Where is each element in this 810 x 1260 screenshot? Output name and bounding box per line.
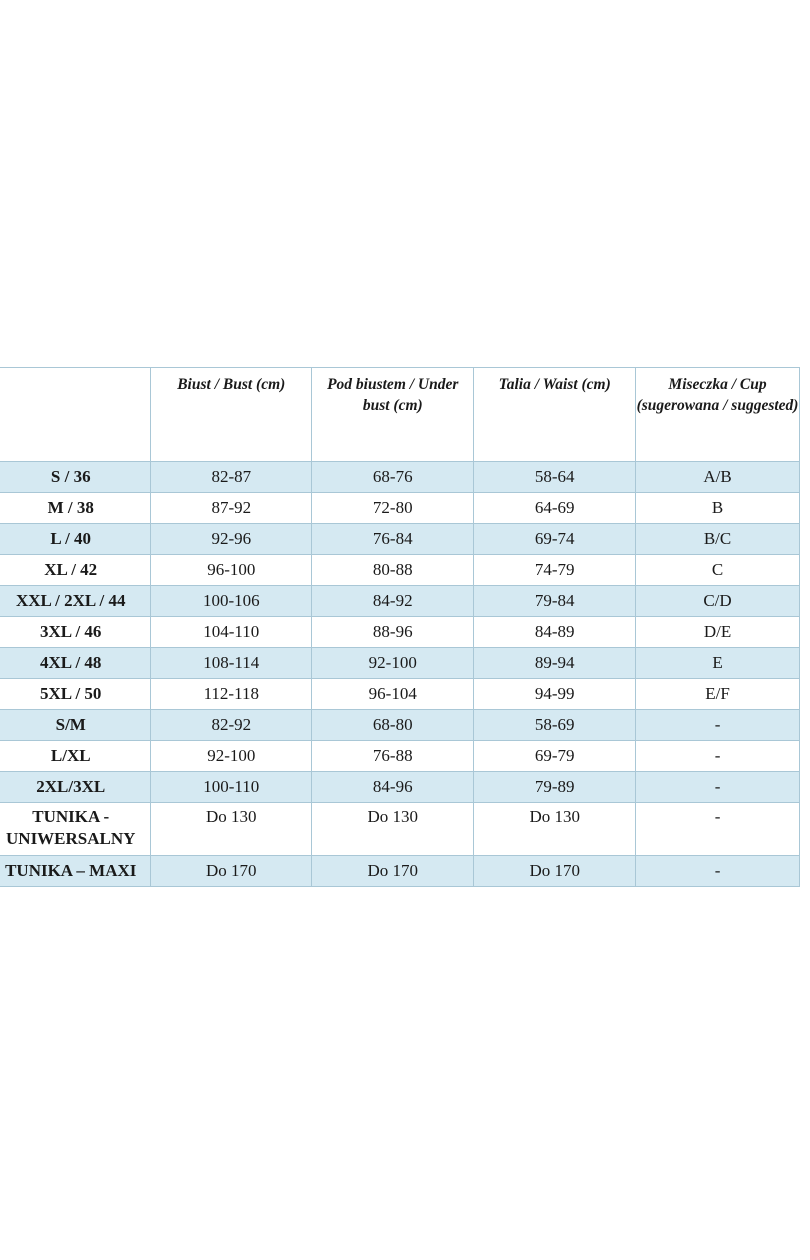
- bust-cell: 112-118: [151, 679, 312, 710]
- bust-cell: 82-92: [151, 710, 312, 741]
- waist-cell: 64-69: [474, 493, 636, 524]
- size-chart-table: [0, 367, 800, 887]
- table-row: [0, 617, 800, 648]
- waist-cell: 79-89: [474, 772, 636, 803]
- size-cell: M / 38: [0, 493, 151, 524]
- size-cell: TUNIKA – MAXI: [0, 856, 151, 887]
- under-bust-cell: Do 170: [312, 856, 474, 887]
- bust-cell: 108-114: [151, 648, 312, 679]
- cup-cell: E/F: [636, 679, 800, 710]
- size-cell: XXL / 2XL / 44: [0, 586, 151, 617]
- under-bust-cell: 96-104: [312, 679, 474, 710]
- under-bust-cell: 92-100: [312, 648, 474, 679]
- cup-cell: -: [636, 772, 800, 803]
- header-cell-cup: Miseczka / Cup (sugerowana / suggested): [636, 368, 800, 462]
- table-row: [0, 679, 800, 710]
- table-row: [0, 524, 800, 555]
- size-chart-body: [0, 462, 800, 887]
- cup-cell: D/E: [636, 617, 800, 648]
- table-row: [0, 803, 800, 856]
- cup-cell: B/C: [636, 524, 800, 555]
- bust-cell: 100-106: [151, 586, 312, 617]
- table-row: [0, 741, 800, 772]
- size-cell: 4XL / 48: [0, 648, 151, 679]
- header-cell-bust: Biust / Bust (cm): [151, 368, 312, 462]
- header-cell-size: [0, 368, 151, 462]
- waist-cell: 58-64: [474, 462, 636, 493]
- bust-cell: Do 170: [151, 856, 312, 887]
- under-bust-cell: 76-88: [312, 741, 474, 772]
- table-row: [0, 648, 800, 679]
- waist-cell: 84-89: [474, 617, 636, 648]
- waist-cell: 69-79: [474, 741, 636, 772]
- under-bust-cell: Do 130: [312, 803, 474, 856]
- header-cell-waist: Talia / Waist (cm): [474, 368, 636, 462]
- table-row: [0, 493, 800, 524]
- table-row: [0, 856, 800, 887]
- size-cell: TUNIKA - UNIWERSALNY: [0, 803, 151, 856]
- bust-cell: 82-87: [151, 462, 312, 493]
- cup-cell: B: [636, 493, 800, 524]
- cup-cell: E: [636, 648, 800, 679]
- under-bust-cell: 88-96: [312, 617, 474, 648]
- waist-cell: Do 170: [474, 856, 636, 887]
- under-bust-cell: 68-76: [312, 462, 474, 493]
- header-row: [0, 368, 800, 462]
- size-cell: 5XL / 50: [0, 679, 151, 710]
- bust-cell: 104-110: [151, 617, 312, 648]
- waist-cell: 58-69: [474, 710, 636, 741]
- table-row: [0, 555, 800, 586]
- waist-cell: 89-94: [474, 648, 636, 679]
- under-bust-cell: 80-88: [312, 555, 474, 586]
- cup-cell: -: [636, 710, 800, 741]
- table-row: [0, 710, 800, 741]
- under-bust-cell: 84-96: [312, 772, 474, 803]
- cup-cell: -: [636, 741, 800, 772]
- under-bust-cell: 76-84: [312, 524, 474, 555]
- header-cell-under-bust: Pod biustem / Under bust (cm): [312, 368, 474, 462]
- waist-cell: 69-74: [474, 524, 636, 555]
- table-row: [0, 462, 800, 493]
- size-cell: S/M: [0, 710, 151, 741]
- under-bust-cell: 84-92: [312, 586, 474, 617]
- cup-cell: -: [636, 856, 800, 887]
- bust-cell: 92-100: [151, 741, 312, 772]
- waist-cell: 94-99: [474, 679, 636, 710]
- bust-cell: 96-100: [151, 555, 312, 586]
- size-cell: 3XL / 46: [0, 617, 151, 648]
- waist-cell: 74-79: [474, 555, 636, 586]
- table-row: [0, 772, 800, 803]
- bust-cell: 92-96: [151, 524, 312, 555]
- size-cell: L / 40: [0, 524, 151, 555]
- size-cell: 2XL/3XL: [0, 772, 151, 803]
- size-cell: XL / 42: [0, 555, 151, 586]
- under-bust-cell: 72-80: [312, 493, 474, 524]
- size-cell: S / 36: [0, 462, 151, 493]
- waist-cell: Do 130: [474, 803, 636, 856]
- size-cell: L/XL: [0, 741, 151, 772]
- cup-cell: A/B: [636, 462, 800, 493]
- bust-cell: 100-110: [151, 772, 312, 803]
- bust-cell: Do 130: [151, 803, 312, 856]
- bust-cell: 87-92: [151, 493, 312, 524]
- waist-cell: 79-84: [474, 586, 636, 617]
- cup-cell: C/D: [636, 586, 800, 617]
- under-bust-cell: 68-80: [312, 710, 474, 741]
- table-row: [0, 586, 800, 617]
- cup-cell: -: [636, 803, 800, 856]
- cup-cell: C: [636, 555, 800, 586]
